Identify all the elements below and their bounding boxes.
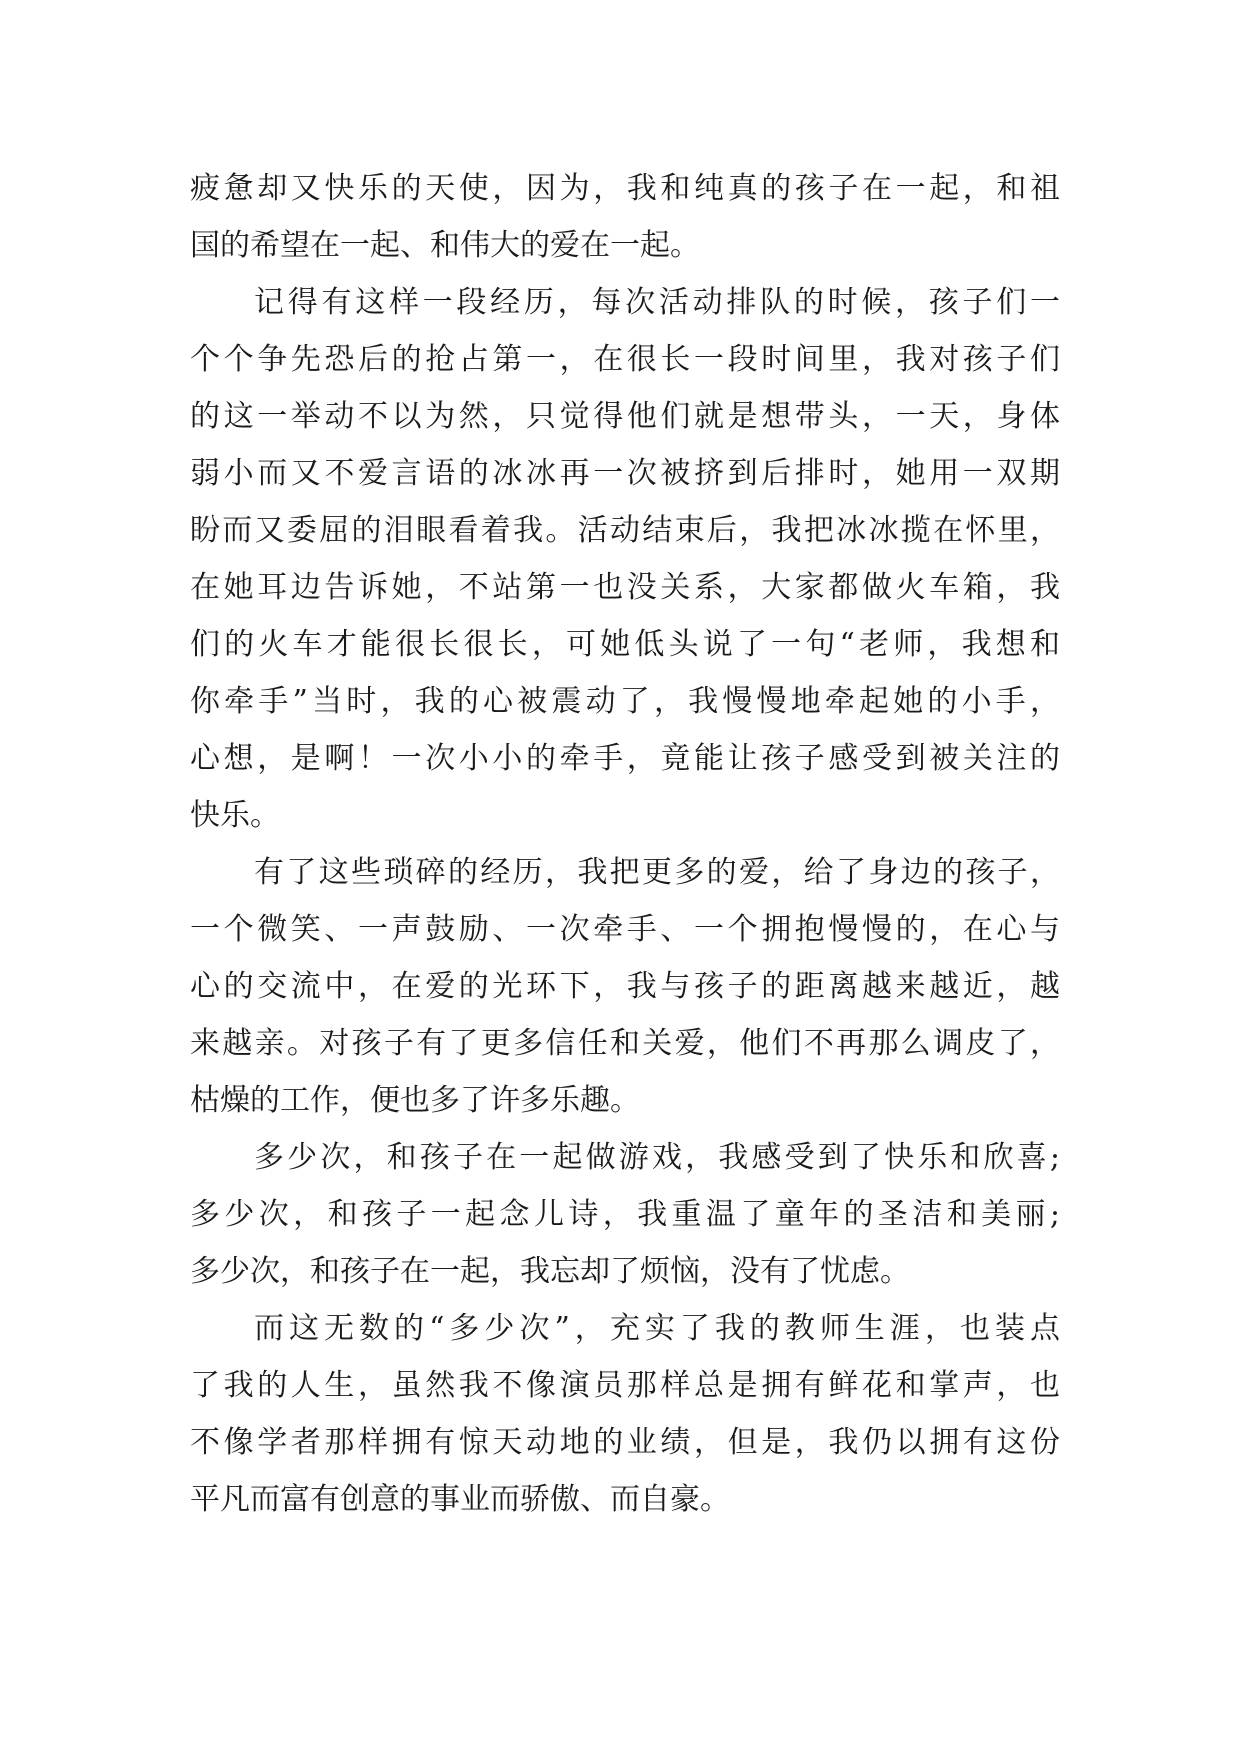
text-line: 你牵手”当时，我的心被震动了，我慢慢地牵起她的小手， xyxy=(190,684,1060,719)
text-line: 个个争先恐后的抢占第一，在很长一段时间里，我对孩子们 xyxy=(190,342,1060,377)
text-line: 多少次，和孩子一起念儿诗，我重温了童年的圣洁和美丽; xyxy=(190,1197,1060,1232)
text-line: 疲惫却又快乐的天使，因为，我和纯真的孩子在一起，和祖 xyxy=(190,171,1060,206)
text-line: 了我的人生，虽然我不像演员那样总是拥有鲜花和掌声，也 xyxy=(190,1368,1060,1403)
text-line: 一个微笑、一声鼓励、一次牵手、一个拥抱慢慢的，在心与 xyxy=(190,912,1060,947)
text-line: 有了这些琐碎的经历，我把更多的爱，给了身边的孩子， xyxy=(254,855,1060,890)
text-line: 心想，是啊！一次小小的牵手，竟能让孩子感受到被关注的 xyxy=(190,741,1060,776)
text-line: 弱小而又不爱言语的冰冰再一次被挤到后排时，她用一双期 xyxy=(190,456,1060,491)
text-line: 而这无数的“多少次”，充实了我的教师生涯，也装点 xyxy=(254,1311,1060,1346)
text-line: 快乐。 xyxy=(190,798,280,833)
text-line: 多少次，和孩子在一起做游戏，我感受到了快乐和欣喜; xyxy=(254,1140,1060,1175)
text-line: 心的交流中，在爱的光环下，我与孩子的距离越来越近，越 xyxy=(190,969,1060,1004)
text-line: 国的希望在一起、和伟大的爱在一起。 xyxy=(190,228,700,263)
text-line: 的这一举动不以为然，只觉得他们就是想带头，一天，身体 xyxy=(190,399,1060,434)
text-line: 盼而又委屈的泪眼看着我。活动结束后，我把冰冰揽在怀里， xyxy=(190,513,1060,548)
text-line: 多少次，和孩子在一起，我忘却了烦恼，没有了忧虑。 xyxy=(190,1254,910,1289)
text-line: 不像学者那样拥有惊天动地的业绩，但是，我仍以拥有这份 xyxy=(190,1425,1060,1460)
text-line: 枯燥的工作，便也多了许多乐趣。 xyxy=(190,1083,640,1118)
text-line: 们的火车才能很长很长，可她低头说了一句“老师，我想和 xyxy=(190,627,1060,662)
text-line: 来越亲。对孩子有了更多信任和关爱，他们不再那么调皮了， xyxy=(190,1026,1060,1061)
text-line: 平凡而富有创意的事业而骄傲、而自豪。 xyxy=(190,1482,730,1517)
document-body xyxy=(190,160,1060,1528)
text-line: 记得有这样一段经历，每次活动排队的时候，孩子们一 xyxy=(254,285,1060,320)
text-line: 在她耳边告诉她，不站第一也没关系，大家都做火车箱，我 xyxy=(190,570,1060,605)
